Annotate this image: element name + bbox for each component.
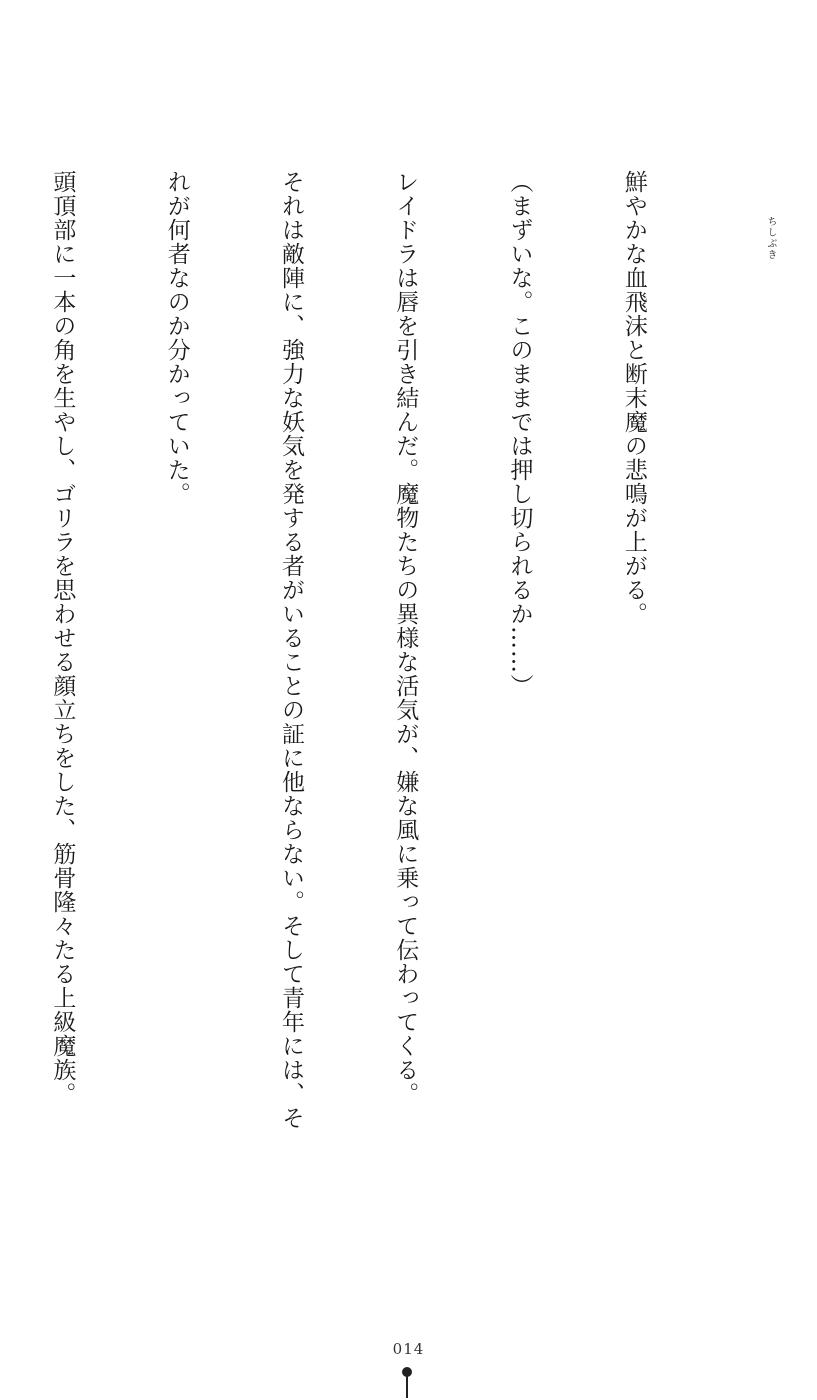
text-line: 鮮やかな血飛沫と断末魔の悲鳴が上がる。	[620, 170, 647, 626]
text-line: それは敵陣に、強力な妖気を発する者がいることの証に他ならない。そして青年には、そ	[277, 170, 304, 1130]
text-line: （まずいな。このままでは押し切られるか……）	[506, 170, 533, 698]
vertical-text-body	[0, 170, 729, 1170]
text-line: れが何者なのか分かっていた。	[163, 170, 190, 506]
furigana-ruby: ちしぶき	[765, 216, 776, 260]
page-number: 014	[392, 1340, 425, 1358]
text-line: レイドラは唇を引き結んだ。魔物たちの異様な活気が、嫌な風に乗って伝わってくる。	[392, 170, 419, 1106]
text-line: 頭頂部に一本の角を生やし、ゴリラを思わせる顔立ちをした、筋骨隆々たる上級魔族。	[49, 170, 76, 1106]
page-marker-stem	[406, 1376, 408, 1398]
